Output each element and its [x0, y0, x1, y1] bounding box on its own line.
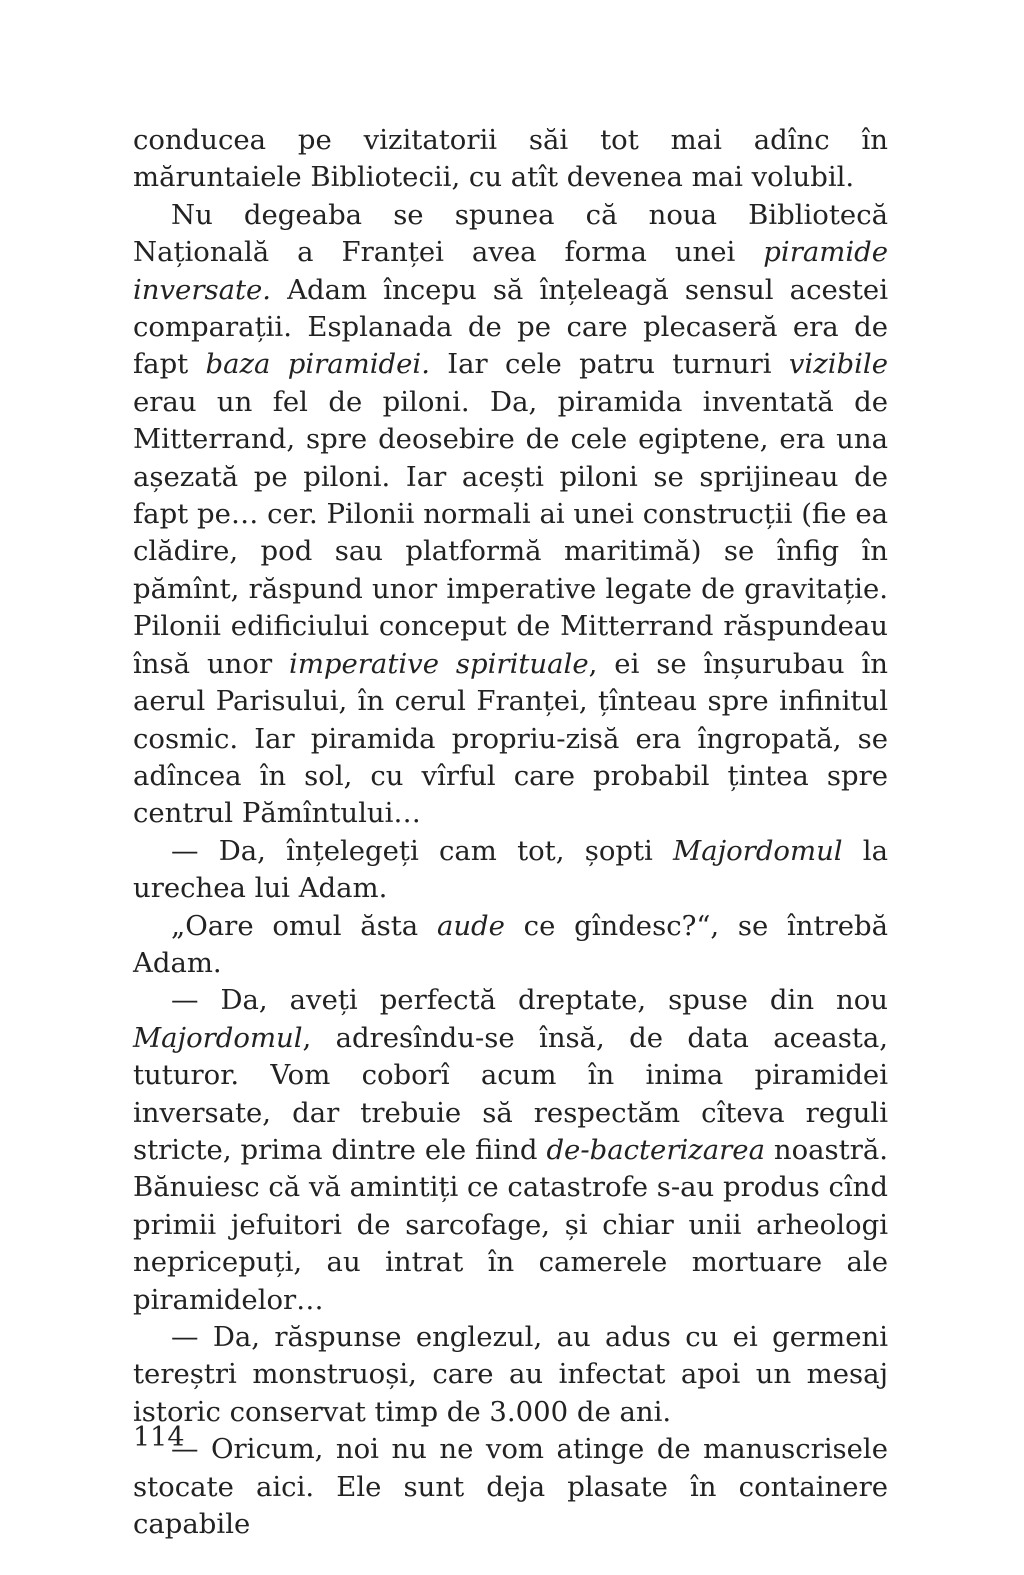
text-run: Iar cele patru turnuri — [429, 348, 789, 381]
text-run: ce gîndesc?“, se întrebă Adam. — [133, 909, 888, 979]
italic-text: de-bacterizarea — [546, 1133, 765, 1166]
italic-text: vizibile — [788, 348, 888, 381]
italic-text: aude — [436, 909, 505, 942]
italic-text: Majordomul — [133, 1021, 303, 1054]
paragraph — [133, 908, 888, 983]
text-run: — Oricum, noi nu ne vom atinge de manuscrisele stocate aici. Ele sunt deja plasate în containere capabile — [133, 1433, 888, 1541]
paragraph — [133, 1431, 888, 1543]
paragraph — [133, 982, 888, 1319]
text-run: , adresîndu-se însă, de data aceasta, tuturor. Vom coborî acum în inima piramidei inversate, dar trebuie să respectăm cîteva reguli stricte, prima dintre ele fiind — [133, 1021, 888, 1166]
italic-text: Majordomul — [673, 834, 843, 867]
italic-text: imperative spirituale — [289, 647, 589, 680]
text-run: erau un fel de piloni. Da, piramida inventată de Mitterrand, spre deosebire de cele egiptene, era una așezată pe piloni. Iar acești piloni se sprijineau de fapt pe… cer. Pilonii normali ai unei construcții (fie ea clădire, pod sau platformă maritimă) se înfig în pămînt, răspund unor imperative legate de gravitație. Pilonii edificiului conceput de Mitterrand răspundeau însă unor — [133, 385, 888, 680]
text-run: Nu degeaba se spunea că noua Bibliotecă Națională a Franței avea forma unei — [133, 198, 888, 269]
page-number: 114 — [133, 1422, 185, 1453]
text-run: Adam începu să înțeleagă sensul acestei comparații. Esplanada de pe care plecaseră era de fapt — [133, 273, 888, 381]
text-run: „Oare omul ăsta — [171, 909, 437, 942]
paragraph — [133, 833, 888, 908]
text-run: la urechea lui Adam. — [133, 834, 888, 905]
text-run: — Da, răspunse englezul, au adus cu ei germeni tereștri monstruoși, care au infectat apoi un mesaj istoric conservat timp de 3.000 de ani. — [133, 1321, 888, 1428]
paragraph — [133, 1319, 888, 1431]
italic-text: piramide inversate. — [133, 236, 888, 306]
text-run: conducea pe vizitatorii săi tot mai adînc în măruntaiele Bibliotecii, cu atît devenea mai volubil. — [133, 124, 888, 194]
paragraph — [133, 197, 888, 833]
paragraph — [133, 122, 888, 197]
text-run: — Da, aveți perfectă dreptate, spuse din nou — [171, 984, 888, 1017]
italic-text: baza piramidei. — [205, 348, 430, 381]
text-run: — Da, înțelegeți cam tot, șopti — [171, 834, 674, 867]
page-body — [133, 122, 888, 1543]
text-run: noastră. Bănuiesc că vă amintiți ce catastrofe s-au produs cînd primii jefuitori de sarcofage, și chiar unii arheologi nepricepuți, au intrat în camerele mortuare ale piramidelor… — [133, 1133, 888, 1316]
text-run: , ei se înșurubau în aerul Parisului, în cerul Franței, țînteau spre infinitul cosmic. Iar piramida propriu-zisă era îngropată, se adîncea în sol, cu vîrful care probabil țintea spre centrul Pămîntului… — [133, 647, 888, 830]
